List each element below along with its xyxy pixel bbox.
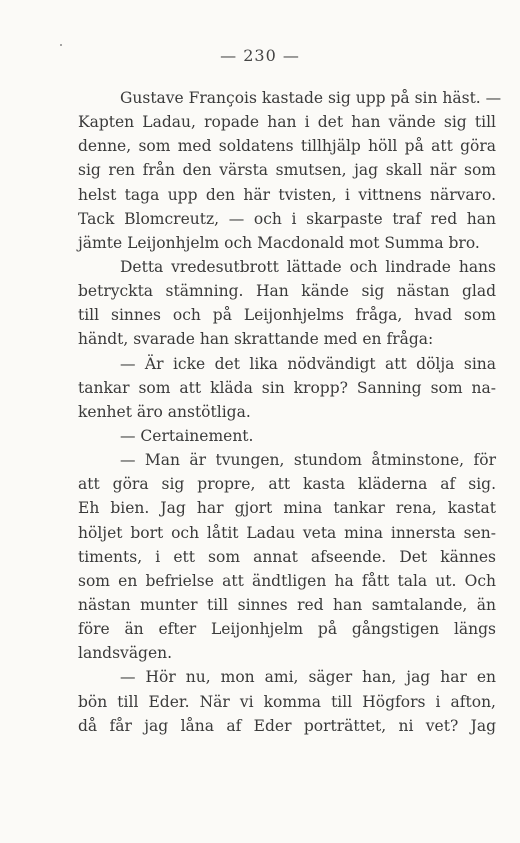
text-line: betryckta stämning. Han kände sig nästan glad [78, 282, 496, 301]
text-line: jämte Leijonhjelm och Macdonald mot Summa bro. [78, 233, 480, 252]
text-line: kenhet äro anstötliga. [78, 402, 251, 421]
text-line: tankar som att kläda sin kropp? Sanning som na- [78, 378, 496, 397]
text-line: helst taga upp den här tvisten, i vittnens närvaro. [78, 185, 496, 204]
text-line: denne, som med soldatens tillhjälp höll på att göra [78, 137, 496, 156]
text-line: Tack Blomcreutz, — och i skarpaste traf red han [78, 209, 496, 228]
text-line: Gustave François kastade sig upp på sin häst. — [120, 89, 502, 107]
text-line: — Man är tvungen, stundom åtminstone, för [120, 451, 496, 470]
text-line: timents, i ett som annat afseende. Det kännes [78, 547, 496, 566]
text-line: — Är icke det lika nödvändigt att dölja sina [120, 354, 496, 373]
text-line: Eh bien. Jag har gjort mina tankar rena, kastat [78, 499, 496, 518]
text-line: bön till Eder. När vi komma till Högfors i afton, [78, 692, 496, 711]
text-line: då får jag låna af Eder porträttet, ni vet? Jag [78, 716, 496, 735]
text-line: landsvägen. [78, 644, 173, 663]
page-number: — 230 — [220, 46, 300, 65]
body-text [78, 86, 502, 738]
text-line: höljet bort och låtit Ladau veta mina innersta sen- [78, 523, 496, 542]
text-line: före än efter Leijonhjelm på gångstigen längs [78, 620, 496, 639]
text-line: som en befrielse att ändtligen ha fått tala ut. Och [78, 571, 496, 590]
text-line: — Hör nu, mon ami, säger han, jag har en [120, 668, 496, 687]
text-line: till sinnes och på Leijonhjelms fråga, hvad som [78, 306, 496, 325]
text-line: Kapten Ladau, ropade han i det han vände sig till [78, 113, 496, 132]
text-line: att göra sig propre, att kasta kläderna af sig. [78, 475, 496, 494]
text-line: nästan munter till sinnes red han samtalande, än [78, 595, 496, 614]
text-line: — Certainement. [120, 426, 254, 445]
text-line: Detta vredesutbrott lättade och lindrade hans [120, 257, 496, 276]
text-line: sig ren från den värsta smutsen, jag skall när som [78, 161, 496, 180]
text-line: händt, svarade han skrattande med en fråga: [78, 330, 434, 349]
